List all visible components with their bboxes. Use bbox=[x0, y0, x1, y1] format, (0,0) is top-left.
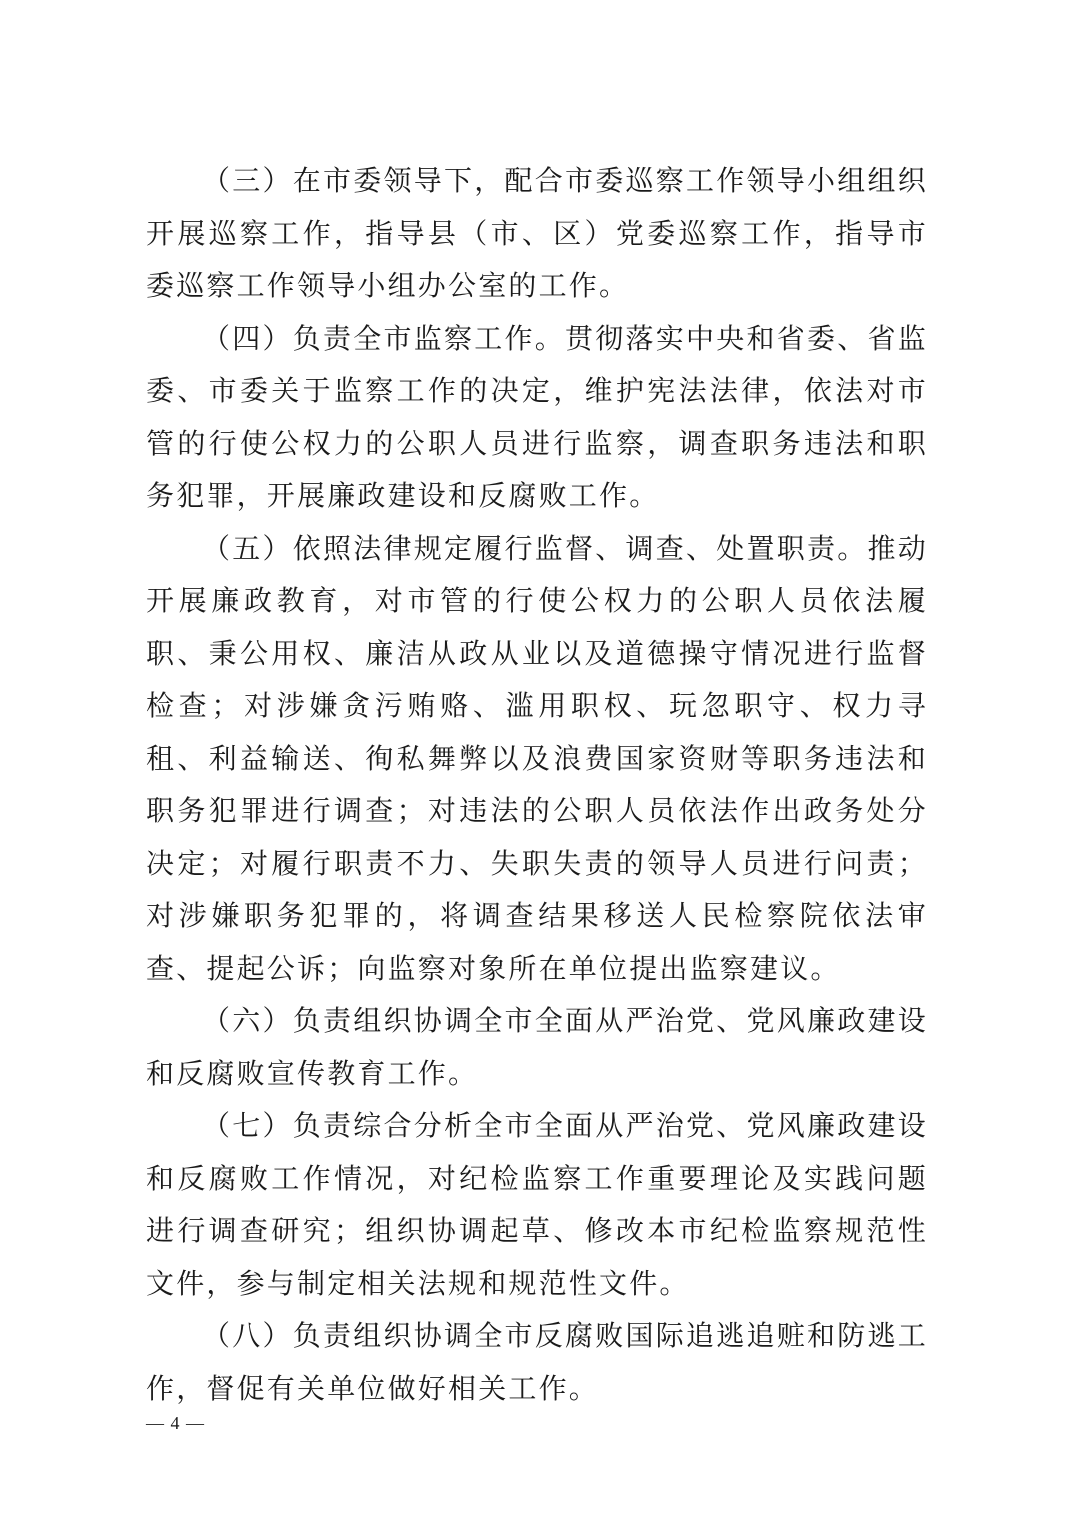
paragraph-6: （六）负责组织协调全市全面从严治党、党风廉政建设和反腐败宣传教育工作。 bbox=[146, 1004, 928, 1090]
paragraph-7: （七）负责综合分析全市全面从严治党、党风廉政建设和反腐败工作情况，对纪检监察工作重要理论及实践问题进行调查研究；组织协调起草、修改本市纪检监察规范性文件，参与制定相关法规和规范性文件。 bbox=[146, 1109, 928, 1300]
paragraph-3: （三）在市委领导下，配合市委巡察工作领导小组组织开展巡察工作，指导县（市、区）党委巡察工作，指导市委巡察工作领导小组办公室的工作。 bbox=[146, 164, 928, 302]
paragraph-8: （八）负责组织协调全市反腐败国际追逃追赃和防逃工作，督促有关单位做好相关工作。 bbox=[146, 1319, 928, 1405]
page-number: — 4 — bbox=[146, 1413, 205, 1433]
paragraph-5: （五）依照法律规定履行监督、调查、处置职责。推动开展廉政教育，对市管的行使公权力的公职人员依法履职、秉公用权、廉洁从政从业以及道德操守情况进行监督检查；对涉嫌贪污贿赂、滥用职权、玩忽职守、权力寻租、利益输送、徇私舞弊以及浪费国家资财等职务违法和职务犯罪进行调查；对违法的公职人员依法作出政务处分决定；对履行职责不力、失职失责的领导人员进行问责；对涉嫌职务犯罪的，将调查结果移送人民检察院依法审查、提起公诉；向监察对象所在单位提出监察建议。 bbox=[146, 531, 928, 985]
document-body bbox=[146, 155, 928, 1415]
paragraph-4: （四）负责全市监察工作。贯彻落实中央和省委、省监委、市委关于监察工作的决定，维护宪法法律，依法对市管的行使公权力的公职人员进行监察，调查职务违法和职务犯罪，开展廉政建设和反腐败工作。 bbox=[146, 321, 928, 512]
